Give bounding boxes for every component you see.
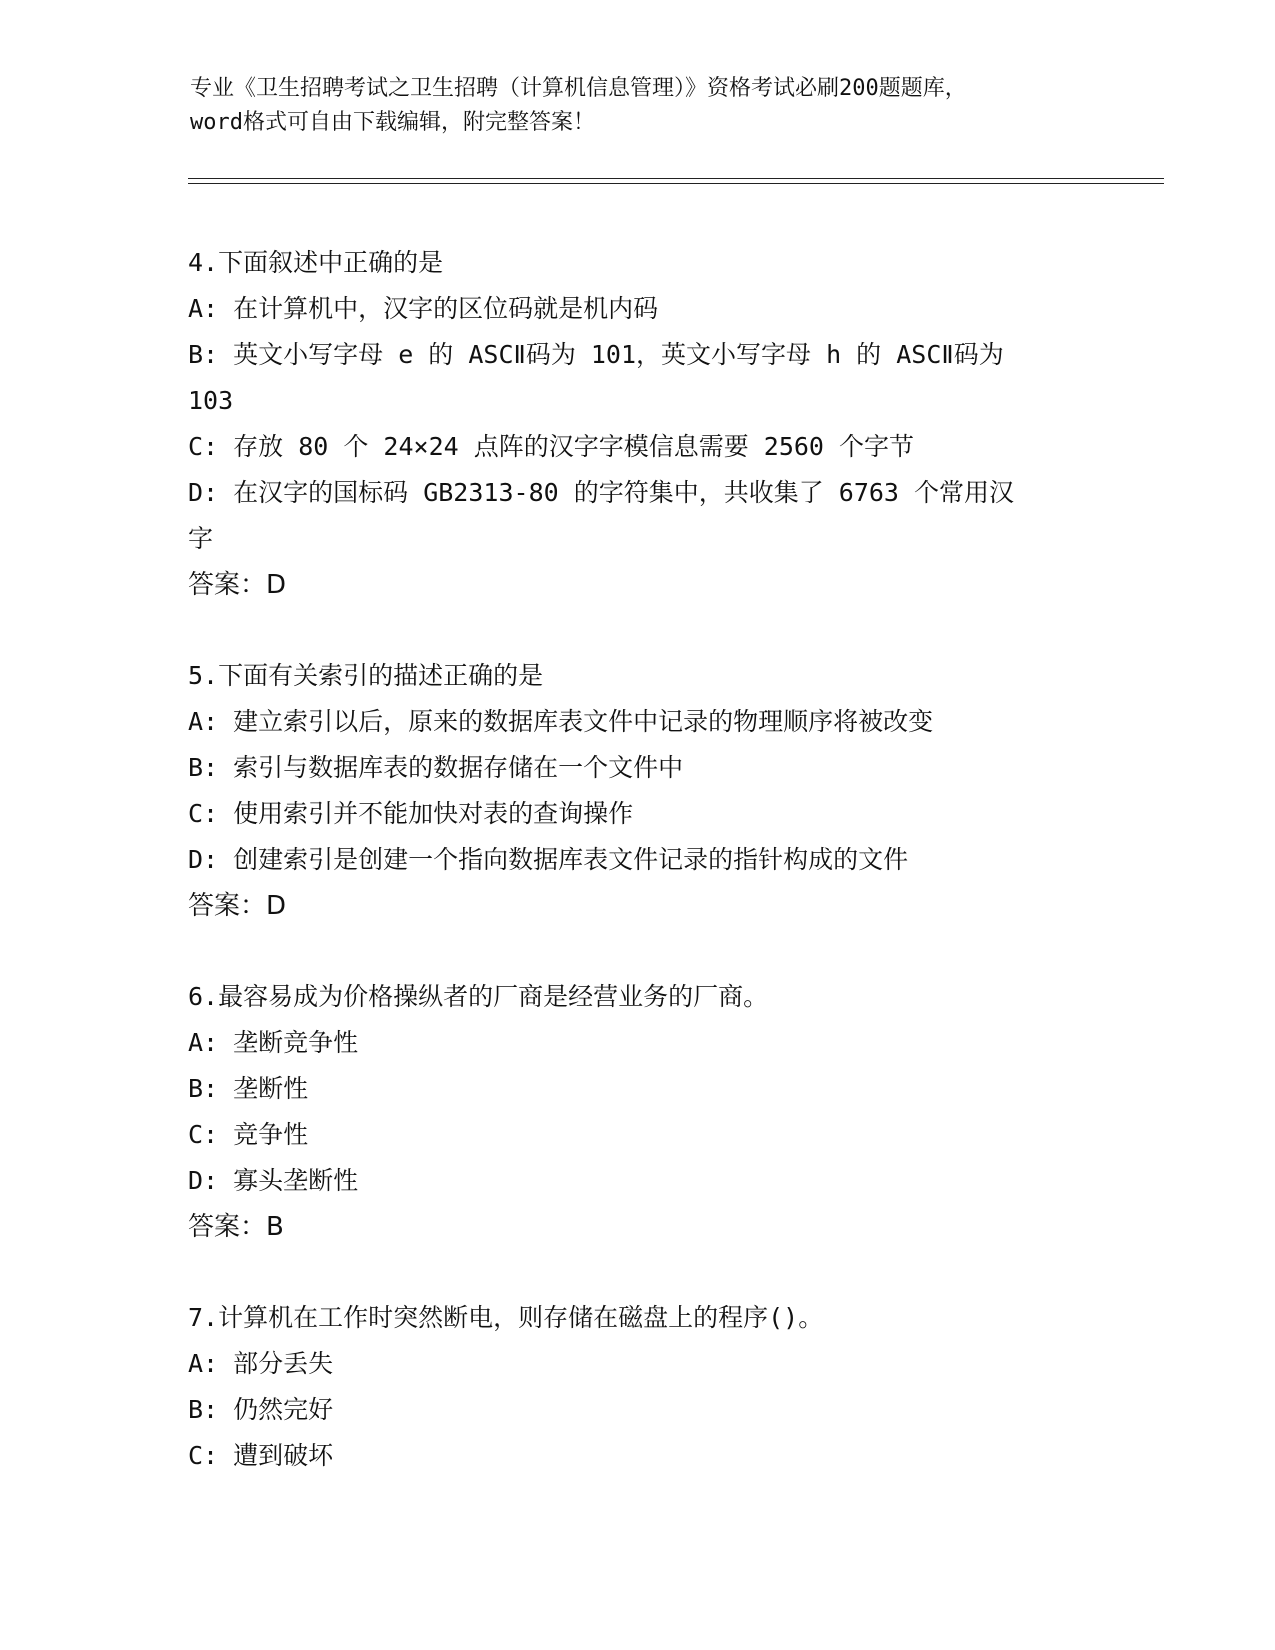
option-d: D: 在汉字的国标码 GB2313-80 的字符集中，共收集了 6763 个常用汉字 (188, 478, 1015, 553)
answer-line: 答案：B (188, 1212, 284, 1242)
option-a: A: 建立索引以后，原来的数据库表文件中记录的物理顺序将被改变 (188, 707, 934, 736)
question-7 (188, 1295, 1088, 1479)
document-header (190, 72, 1090, 140)
option-a: A: 部分丢失 (188, 1349, 334, 1378)
question-stem: 7.计算机在工作时突然断电，则存储在磁盘上的程序()。 (188, 1303, 824, 1332)
option-d: D: 寡头垄断性 (188, 1166, 359, 1195)
option-b: B: 仍然完好 (188, 1395, 334, 1424)
option-b: B: 索引与数据库表的数据存储在一个文件中 (188, 753, 684, 782)
option-c: C: 遭到破坏 (188, 1441, 334, 1470)
option-c: C: 竞争性 (188, 1120, 309, 1149)
header-title-line-1: 专业《卫生招聘考试之卫生招聘（计算机信息管理）》资格考试必刷200题题库， (190, 76, 967, 101)
question-stem: 6.最容易成为价格操纵者的厂商是经营业务的厂商。 (188, 982, 769, 1011)
option-c: C: 存放 80 个 24×24 点阵的汉字字模信息需要 2560 个字节 (188, 432, 915, 461)
question-6 (188, 974, 1088, 1250)
answer-line: 答案：D (188, 891, 287, 921)
question-4 (188, 240, 1088, 608)
header-divider-top (188, 178, 1164, 179)
question-stem: 5.下面有关索引的描述正确的是 (188, 661, 544, 690)
question-list (188, 240, 1088, 1524)
option-b: B: 垄断性 (188, 1074, 309, 1103)
option-a: A: 在计算机中，汉字的区位码就是机内码 (188, 294, 659, 323)
question-5 (188, 653, 1088, 929)
header-title-line-2: word格式可自由下载编辑，附完整答案！ (190, 110, 595, 135)
question-stem: 4.下面叙述中正确的是 (188, 248, 444, 277)
option-c: C: 使用索引并不能加快对表的查询操作 (188, 799, 634, 828)
header-divider-bottom (188, 183, 1164, 184)
option-a: A: 垄断竞争性 (188, 1028, 359, 1057)
option-d: D: 创建索引是创建一个指向数据库表文件记录的指针构成的文件 (188, 845, 909, 874)
answer-line: 答案：D (188, 570, 287, 600)
option-b: B: 英文小写字母 e 的 ASCⅡ码为 101，英文小写字母 h 的 ASCⅡ码为 103 (188, 340, 1019, 415)
